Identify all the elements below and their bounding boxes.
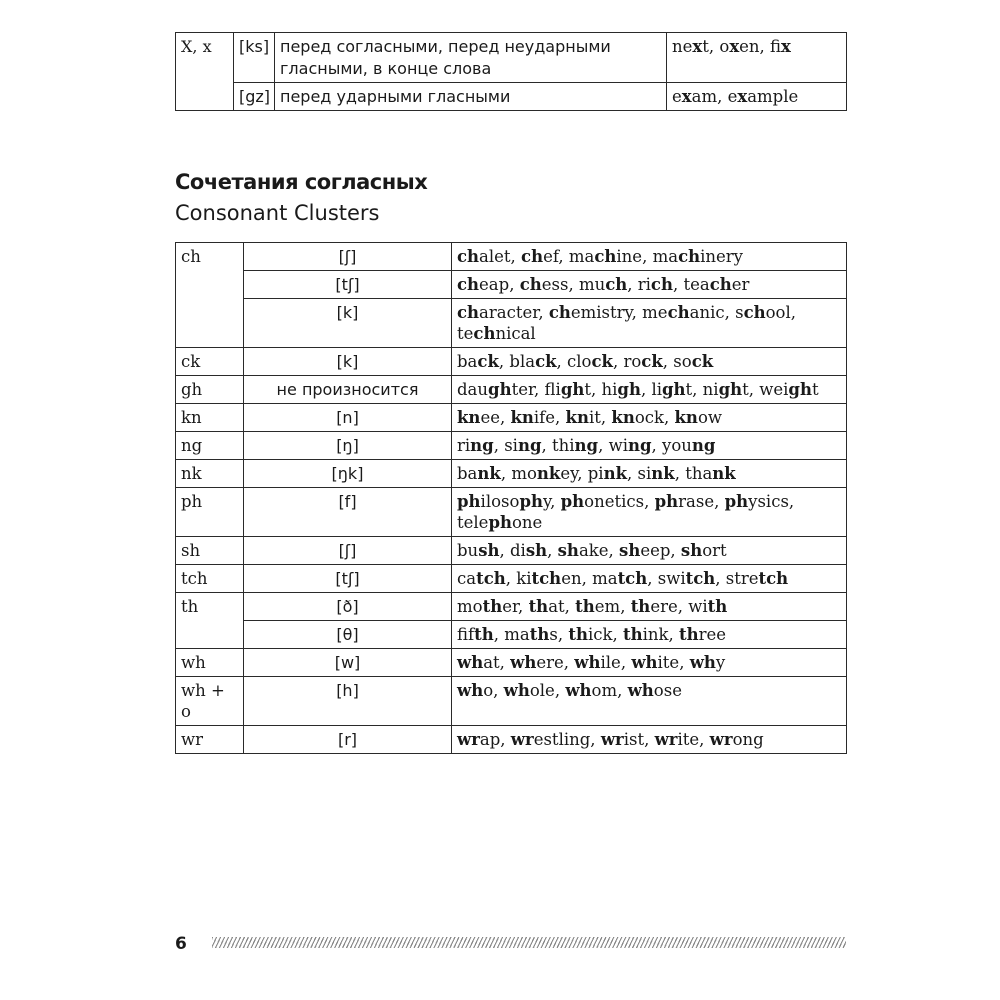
examples-cell: fifth, maths, thick, think, three (452, 621, 847, 649)
phonetic-cell: [ð] (244, 593, 452, 621)
letter-cell: X, x (176, 33, 234, 111)
highlighted-letters: kn (674, 408, 698, 427)
phonetic-cell: [h] (244, 677, 452, 726)
examples-cell: who, whole, whom, whose (452, 677, 847, 726)
highlighted-letters: tch (758, 569, 789, 588)
highlighted-letters: ck (477, 352, 499, 371)
highlighted-letters: ch (594, 247, 617, 266)
highlighted-letters: ph (488, 513, 512, 532)
phonetic-cell: [n] (244, 404, 452, 432)
highlighted-letters: ch (548, 303, 571, 322)
rule-cell: перед ударными гласными (275, 83, 667, 111)
examples-cell: cheap, chess, much, rich, teacher (452, 271, 847, 299)
highlighted-letters: gh (560, 380, 585, 399)
highlighted-letters: th (575, 597, 595, 616)
table-row (176, 243, 847, 271)
highlighted-letters: kn (457, 408, 481, 427)
clusters-body (176, 243, 847, 754)
highlighted-letters: ng (627, 436, 652, 455)
table-row (176, 376, 847, 404)
highlighted-letters: x (729, 37, 740, 56)
cluster-cell: ph (176, 488, 244, 537)
highlighted-letters: nk (712, 464, 736, 483)
cluster-cell: ng (176, 432, 244, 460)
highlighted-letters: ng (517, 436, 542, 455)
highlighted-letters: ch (473, 324, 496, 343)
highlighted-letters: wr (457, 730, 480, 749)
consonant-clusters-table (175, 242, 847, 754)
phonetic-cell: не произносится (244, 376, 452, 404)
highlighted-letters: th (630, 597, 651, 616)
highlighted-letters: ph (457, 492, 481, 511)
highlighted-letters: wh (457, 653, 484, 672)
highlighted-letters: tch (476, 569, 506, 588)
highlighted-letters: th (474, 625, 494, 644)
highlighted-letters: wr (510, 730, 534, 749)
examples-cell: ring, sing, thing, wing, young (452, 432, 847, 460)
highlighted-letters: ch (457, 303, 480, 322)
highlighted-letters: wh (457, 681, 484, 700)
highlighted-letters: ck (641, 352, 663, 371)
highlighted-letters: tch (685, 569, 716, 588)
phonetic-cell: [r] (244, 726, 452, 754)
phonetic-cell: [tʃ] (244, 565, 452, 593)
cluster-cell: wh + o (176, 677, 244, 726)
page-footer (175, 932, 846, 956)
examples-cell: wrap, wrestling, wrist, write, wrong (452, 726, 847, 754)
table-row (176, 348, 847, 376)
highlighted-letters: tch (617, 569, 648, 588)
highlighted-letters: wh (510, 653, 537, 672)
highlighted-letters: th (528, 597, 549, 616)
phonetic-cell: [ʃ] (244, 243, 452, 271)
highlighted-letters: wr (654, 730, 678, 749)
highlighted-letters: ch (521, 247, 544, 266)
highlighted-letters: kn (611, 408, 635, 427)
cluster-cell: kn (176, 404, 244, 432)
table-row (176, 404, 847, 432)
highlighted-letters: th (679, 625, 699, 644)
cluster-cell: ch (176, 243, 244, 348)
table-row (176, 565, 847, 593)
table-row (176, 299, 847, 348)
cluster-cell: ck (176, 348, 244, 376)
phonetic-cell: [tʃ] (244, 271, 452, 299)
highlighted-letters: ch (709, 275, 732, 294)
examples-cell: next, oxen, fix (667, 33, 847, 83)
highlighted-letters: nk (536, 464, 561, 483)
highlighted-letters: x (681, 87, 692, 106)
decorative-hatch-rule (212, 937, 846, 948)
phonetic-cell: [θ] (244, 621, 452, 649)
table-row (176, 726, 847, 754)
phonetic-cell: [ʃ] (244, 537, 452, 565)
highlighted-letters: wh (503, 681, 530, 700)
examples-cell: character, chemistry, mechanic, school, technical (452, 299, 847, 348)
examples-cell: mother, that, them, there, with (452, 593, 847, 621)
highlighted-letters: ng (470, 436, 494, 455)
cluster-cell: gh (176, 376, 244, 404)
highlighted-letters: nk (651, 464, 675, 483)
table-row (176, 677, 847, 726)
cluster-cell: nk (176, 460, 244, 488)
phonetic-cell: [ks] (234, 33, 275, 83)
cluster-cell: wr (176, 726, 244, 754)
examples-cell: catch, kitchen, match, switch, stretch (452, 565, 847, 593)
table-row (176, 33, 847, 83)
highlighted-letters: ch (457, 247, 480, 266)
table-row (176, 537, 847, 565)
highlighted-letters: sh (525, 541, 548, 560)
highlighted-letters: ck (591, 352, 613, 371)
highlighted-letters: tch (531, 569, 562, 588)
highlighted-letters: gh (488, 380, 512, 399)
table-row (176, 593, 847, 621)
highlighted-letters: ph (654, 492, 679, 511)
table-row (176, 488, 847, 537)
highlighted-letters: ch (605, 275, 628, 294)
table-row (176, 649, 847, 677)
examples-cell: bank, monkey, pink, sink, thank (452, 460, 847, 488)
highlighted-letters: wh (574, 653, 601, 672)
cluster-cell: sh (176, 537, 244, 565)
highlighted-letters: ch (650, 275, 673, 294)
cluster-cell: tch (176, 565, 244, 593)
table-row (176, 271, 847, 299)
phonetic-cell: [ŋk] (244, 460, 452, 488)
highlighted-letters: wr (600, 730, 624, 749)
page-number: 6 (175, 934, 187, 954)
examples-cell: chalet, chef, machine, machinery (452, 243, 847, 271)
phonetic-cell: [w] (244, 649, 452, 677)
highlighted-letters: ch (519, 275, 542, 294)
highlighted-letters: kn (565, 408, 589, 427)
highlighted-letters: ch (743, 303, 766, 322)
examples-cell: knee, knife, knit, knock, know (452, 404, 847, 432)
phonetic-cell: [ŋ] (244, 432, 452, 460)
highlighted-letters: nk (477, 464, 501, 483)
highlighted-letters: ch (457, 275, 480, 294)
highlighted-letters: gh (662, 380, 686, 399)
section-title-ru: Сочетания согласных (175, 170, 428, 194)
table-row (176, 83, 847, 111)
highlighted-letters: wr (709, 730, 733, 749)
highlighted-letters: th (622, 625, 643, 644)
examples-cell: daughter, flight, high, light, night, weight (452, 376, 847, 404)
highlighted-letters: wh (565, 681, 592, 700)
highlighted-letters: ng (574, 436, 599, 455)
highlighted-letters: th (482, 597, 503, 616)
highlighted-letters: ph (519, 492, 543, 511)
highlighted-letters: nk (603, 464, 628, 483)
highlighted-letters: sh (478, 541, 500, 560)
highlighted-letters: wh (631, 653, 658, 672)
highlighted-letters: ph (560, 492, 585, 511)
section-heading (175, 168, 427, 229)
table-row (176, 621, 847, 649)
highlighted-letters: gh (718, 380, 743, 399)
highlighted-letters: th (707, 597, 728, 616)
highlighted-letters: ph (724, 492, 749, 511)
rule-cell: перед согласными, перед неударными гласными, в конце слова (275, 33, 667, 83)
highlighted-letters: sh (619, 541, 641, 560)
highlighted-letters: ck (535, 352, 557, 371)
highlighted-letters: ck (691, 352, 714, 371)
phonetic-cell: [k] (244, 348, 452, 376)
highlighted-letters: kn (510, 408, 534, 427)
x-pronunciation-table (175, 32, 847, 111)
highlighted-letters: ch (667, 303, 690, 322)
highlighted-letters: x (692, 37, 703, 56)
highlighted-letters: th (529, 625, 550, 644)
highlighted-letters: x (737, 87, 748, 106)
highlighted-letters: wh (627, 681, 654, 700)
examples-cell: bush, dish, shake, sheep, short (452, 537, 847, 565)
highlighted-letters: sh (680, 541, 703, 560)
phonetic-cell: [f] (244, 488, 452, 537)
examples-cell: philosophy, phonetics, phrase, physics, telephone (452, 488, 847, 537)
table-row (176, 432, 847, 460)
highlighted-letters: ch (678, 247, 701, 266)
highlighted-letters: wh (689, 653, 716, 672)
cluster-cell: wh (176, 649, 244, 677)
section-title-en: Consonant Clusters (175, 201, 380, 225)
highlighted-letters: th (568, 625, 588, 644)
phonetic-cell: [k] (244, 299, 452, 348)
highlighted-letters: gh (788, 380, 812, 399)
examples-cell: back, black, clock, rock, sock (452, 348, 847, 376)
examples-cell: what, where, while, white, why (452, 649, 847, 677)
highlighted-letters: sh (557, 541, 579, 560)
highlighted-letters: ng (691, 436, 716, 455)
highlighted-letters: gh (617, 380, 641, 399)
table-row (176, 460, 847, 488)
cluster-cell: th (176, 593, 244, 649)
examples-cell: exam, example (667, 83, 847, 111)
highlighted-letters: x (781, 37, 791, 56)
phonetic-cell: [gz] (234, 83, 275, 111)
